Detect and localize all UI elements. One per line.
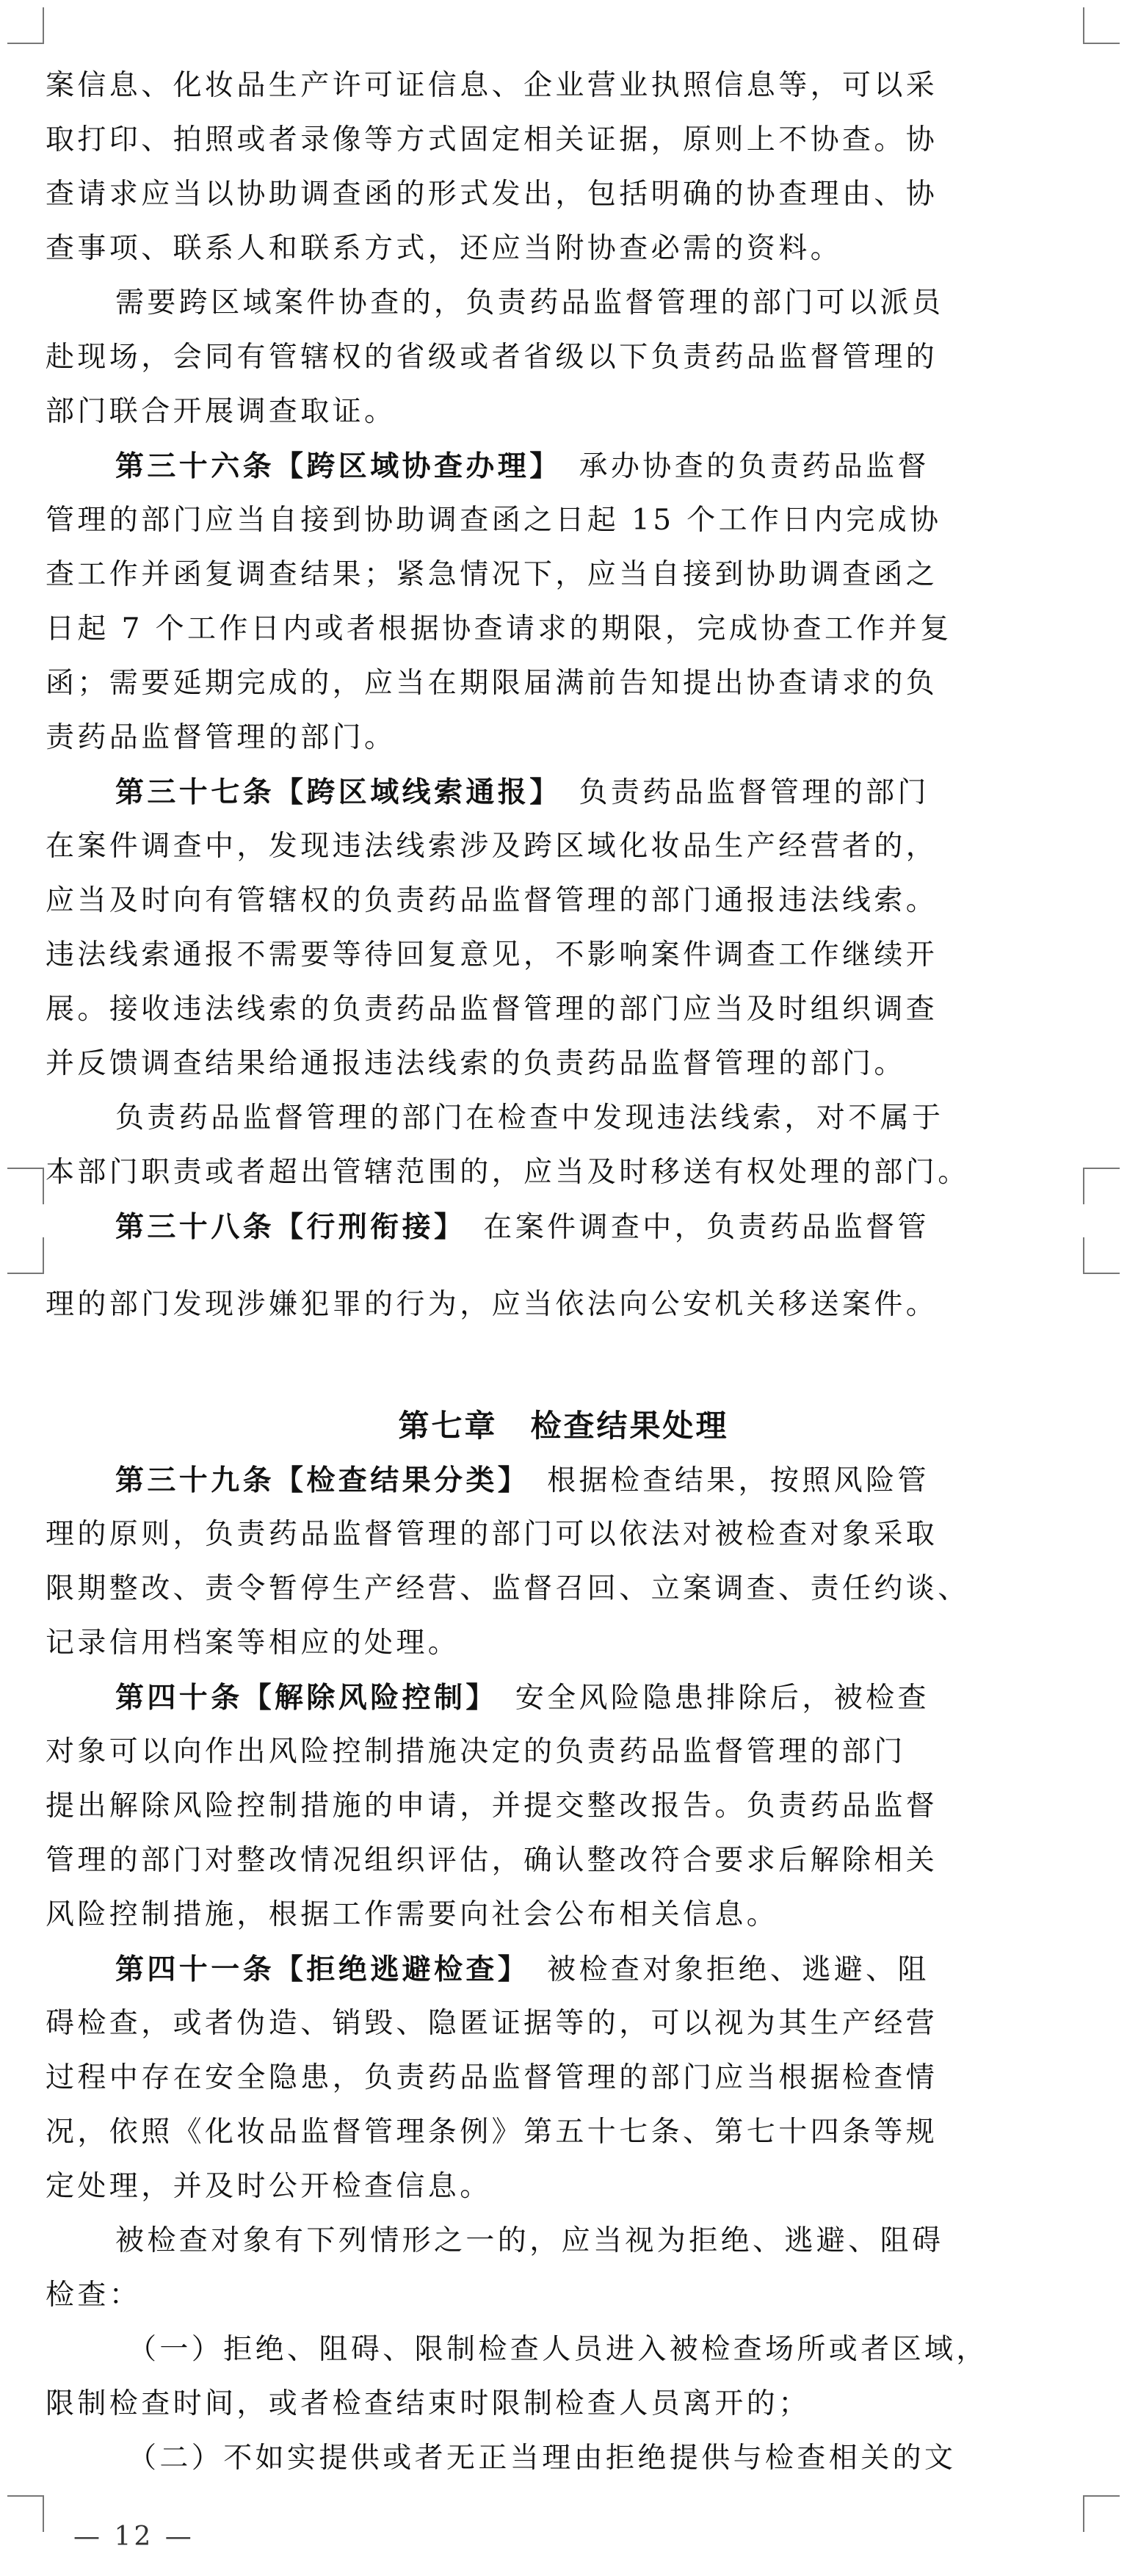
paragraph-line: 况，依照《化妆品监督管理条例》第五十七条、第七十四条等规: [46, 2116, 938, 2149]
paragraph-line: 查请求应当以协助调查函的形式发出，包括明确的协查理由、协: [46, 178, 938, 211]
paragraph-line: 管理的部门对整改情况组织评估，确认整改符合要求后解除相关: [46, 1844, 938, 1877]
article-heading: 第四十一条【拒绝逃避检查】: [115, 1953, 515, 1986]
page-lower: [0, 1204, 1127, 2576]
article-heading: 第三十九条【检查结果分类】: [115, 1464, 515, 1497]
paragraph-line: 检查：: [46, 2279, 142, 2312]
crop-mark-bottom-left: [7, 1168, 44, 1204]
list-item-line: （一）拒绝、阻碍、限制检查人员进入被检查场所或者区域，: [128, 2333, 988, 2366]
continuation-line: 理的部门发现涉嫌犯罪的行为，应当依法向公安机关移送案件。: [46, 1288, 938, 1321]
paragraph-line: 在案件调查中，发现违法线索涉及跨区域化妆品生产经营者的，: [46, 830, 938, 863]
paragraph-line: 查事项、联系人和联系方式，还应当附协查必需的资料。: [46, 232, 843, 265]
paragraph-line: 碍检查，或者伪造、销毁、隐匿证据等的，可以视为其生产经营: [46, 2007, 938, 2040]
paragraph-line: 查工作并函复调查结果；紧急情况下，应当自接到协助调查函之: [46, 558, 938, 591]
article-41-heading-line: 第四十一条【拒绝逃避检查】 被检查对象拒绝、逃避、阻: [115, 1953, 929, 1986]
list-item-line: （二）不如实提供或者无正当理由拒绝提供与检查相关的文: [128, 2442, 957, 2475]
crop-mark-bottom-left: [7, 2495, 44, 2532]
page-number: — 12 —: [73, 2522, 195, 2552]
paragraph-line: 理的原则，负责药品监督管理的部门可以依法对被检查对象采取: [46, 1518, 938, 1551]
paragraph-line: 本部门职责或者超出管辖范围的，应当及时移送有权处理的部门。: [46, 1156, 970, 1189]
paragraph-line: 记录信用档案等相应的处理。: [46, 1627, 460, 1660]
page-upper: [0, 0, 1127, 1244]
paragraph-line: 责药品监督管理的部门。: [46, 721, 396, 754]
paragraph-line: 过程中存在安全隐患，负责药品监督管理的部门应当根据检查情: [46, 2061, 938, 2094]
paragraph-line: 日起 7 个工作日内或者根据协查请求的期限，完成协查工作并复: [46, 612, 952, 645]
paragraph-line: 应当及时向有管辖权的负责药品监督管理的部门通报违法线索。: [46, 884, 938, 917]
paragraph-line: 取打印、拍照或者录像等方式固定相关证据，原则上不协查。协: [46, 123, 938, 156]
article-heading: 第三十六条【跨区域协查办理】: [115, 449, 548, 483]
paragraph-line: 限制检查时间，或者检查结束时限制检查人员离开的；: [46, 2387, 811, 2420]
paragraph-line: 风险控制措施，根据工作需要向社会公布相关信息。: [46, 1898, 779, 1931]
article-heading: 第三十八条【行刑衔接】: [115, 1210, 452, 1244]
crop-mark-top-right: [1083, 7, 1120, 44]
crop-mark-top-right: [1083, 1237, 1120, 1274]
paragraph-line: 管理的部门应当自接到协助调查函之日起 15 个工作日内完成协: [46, 504, 942, 537]
article-36-heading-line: 第三十六条【跨区域协查办理】 承办协查的负责药品监督: [115, 449, 929, 483]
paragraph-line: 对象可以向作出风险控制措施决定的负责药品监督管理的部门: [46, 1735, 906, 1768]
article-heading: 第四十条【解除风险控制】: [115, 1681, 484, 1715]
paragraph-line: 定处理，并及时公开检查信息。: [46, 2170, 492, 2203]
paragraph-line: 案信息、化妆品生产许可证信息、企业营业执照信息等，可以采: [46, 69, 938, 102]
crop-mark-top-left: [7, 7, 44, 44]
article-40-heading-line: 第四十条【解除风险控制】 安全风险隐患排除后，被检查: [115, 1681, 929, 1715]
crop-mark-top-left: [7, 1237, 44, 1274]
paragraph-line: 被检查对象有下列情形之一的，应当视为拒绝、逃避、阻碍: [115, 2224, 944, 2257]
paragraph-line: 赴现场，会同有管辖权的省级或者省级以下负责药品监督管理的: [46, 341, 938, 374]
paragraph-line: 函；需要延期完成的，应当在期限届满前告知提出协查请求的负: [46, 667, 938, 700]
paragraph-line: 并反馈调查结果给通报违法线索的负责药品监督管理的部门。: [46, 1047, 906, 1080]
paragraph-line: 违法线索通报不需要等待回复意见，不影响案件调查工作继续开: [46, 938, 938, 972]
article-39-heading-line: 第三十九条【检查结果分类】 根据检查结果，按照风险管: [115, 1464, 929, 1497]
crop-mark-bottom-right: [1083, 1168, 1120, 1204]
paragraph-line: 限期整改、责令暂停生产经营、监督召回、立案调查、责任约谈、: [46, 1572, 970, 1605]
article-38-heading-line: 第三十八条【行刑衔接】 在案件调查中，负责药品监督管: [115, 1210, 929, 1244]
paragraph-line: 负责药品监督管理的部门在检查中发现违法线索，对不属于: [115, 1101, 944, 1135]
chapter-title: 第七章 检查结果处理: [398, 1408, 729, 1444]
paragraph-line: 需要跨区域案件协查的，负责药品监督管理的部门可以派员: [115, 286, 944, 319]
article-37-heading-line: 第三十七条【跨区域线索通报】 负责药品监督管理的部门: [115, 775, 929, 809]
paragraph-line: 部门联合开展调查取证。: [46, 395, 396, 428]
article-heading: 第三十七条【跨区域线索通报】: [115, 775, 548, 809]
paragraph-line: 提出解除风险控制措施的申请，并提交整改报告。负责药品监督: [46, 1790, 938, 1823]
crop-mark-bottom-right: [1083, 2495, 1120, 2532]
paragraph-line: 展。接收违法线索的负责药品监督管理的部门应当及时组织调查: [46, 993, 938, 1026]
